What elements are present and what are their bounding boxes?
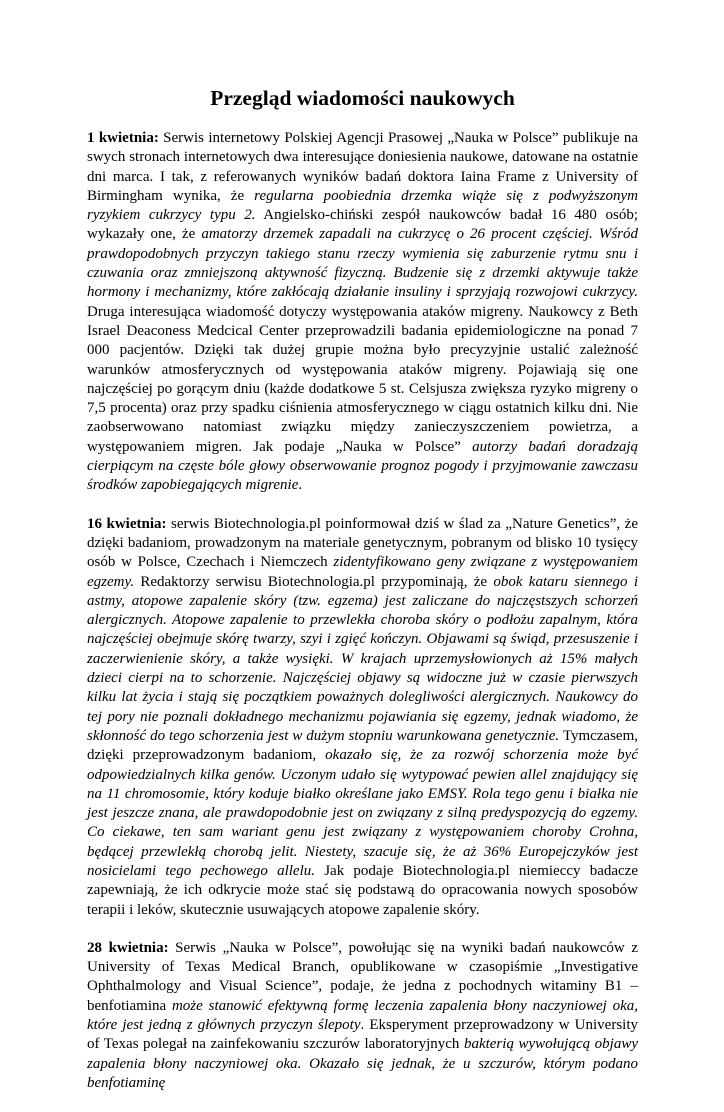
body-text: .: [298, 477, 303, 494]
emphasized-text: może stanowić efektywną formę leczenia zapalenia błony naczyniowej oka, które jest jedną z głównych przyczyn ślepoty: [87, 997, 638, 1034]
body-text: Redaktorzy serwisu Biotechnologia.pl przypominają, że: [134, 573, 494, 590]
news-date: 16 kwietnia:: [87, 515, 167, 532]
body-text: Serwis internetowy Polskiej Agencji Prasowej „Nauka w Polsce” publikuje na swych stronach internetowych dwa interesujące doniesienia naukowe, datowane na ostatnie dni marca. I tak, z referowanych wyników badań doktora Iaina Frame z University of Birmingham wynika, że: [87, 130, 638, 204]
body-text: Tymczasem, dzięki przeprowadzonym badaniom,: [87, 727, 638, 764]
news-paragraph: [87, 939, 638, 1093]
news-date: 28 kwietnia:: [87, 939, 169, 956]
emphasized-text: autorzy badań doradzają cierpiącym na częste bóle głowy obserwowanie prognoz pogody i przyjmowanie zawczasu środków zapobiegających migrenie: [87, 438, 639, 494]
news-sections: [87, 129, 638, 1093]
body-text: . Eksperyment przeprowadzony w University of Texas polegał na zainfekowaniu szczurów laboratoryjnych: [87, 1017, 638, 1053]
emphasized-text: bakterią wywołującą objawy zapalenia błony naczyniowej oka. Okazało się jednak, że u szczurów, którym podano benfotiaminę: [87, 1036, 639, 1091]
news-date: 1 kwietnia:: [87, 130, 159, 146]
news-paragraph: [87, 129, 638, 496]
emphasized-text: regularna poobiednia drzemka wiąże się z podwyższonym ryzykiem cukrzycy typu 2.: [87, 187, 638, 224]
emphasized-text: amatorzy drzemek zapadali na cukrzycę o 26 procent częściej. Wśród prawdopodobnych przyczyn takiego stanu rzeczy wymienia się zaburzenie rytmu snu i czuwania oraz zmniejszoną aktywność fizyczną. Budzenie się z drzemki aktywuje także hormony i mechanizmy, które zakłócają działanie insuliny i sprzyjają rozwojowi cukrzycy.: [87, 226, 638, 301]
emphasized-text: zidentyfikowano geny związane z występowaniem egzemy.: [87, 554, 638, 590]
body-text: Druga interesująca wiadomość dotyczy występowania ataków migreny. Naukowcy z Beth Israel Deaconess Medcical Center przeprowadzili badania epidemiologiczne na ponad 7 000 pacjentów. Dzięki tak dużej grupie można było precyzyjnie ustalić zależność warunków atmosferycznych od występowania ataków migreny. Pojawiają się one najczęściej po gorącym dniu (każde dodatkowe 5 st. Celsjusza zwiększa ryzyko migreny o 7,5 procenta) oraz przy spadku ciśnienia atmosferycznego w ciągu ostatnich kilku dni. Nie zaobserwowano natomiast związku między zanieczyszczeniem powietrza, a występowaniem migren. Jak podaje „Nauka w Polsce”: [87, 303, 638, 455]
body-text: serwis Biotechnologia.pl poinformował dziś w ślad za „Nature Genetics”, że dzięki badaniom, prowadzonym na materiale genetycznym, pobranym od blisko 10 tysięcy osób w Polsce, Czechach i Niemczech: [87, 515, 638, 571]
page-title: Przegląd wiadomości naukowych: [210, 86, 515, 110]
emphasized-text: obok kataru siennego i astmy, atopowe zapalenie skóry (tzw. egzema) jest zaliczane do najczęstszych schorzeń alergicznych. Atopowe zapalenie to przewlekła choroba skóry o podłożu zapalnym, która najczęściej obejmuje skórę twarzy, szyi i zgięć kończyn. Objawami są świąd, przesuszenie i zaczerwienienie skóry, a także wysięki. W krajach uprzemysłowionych aż 15% małych dzieci cierpi na to schorzenie. Najczęściej objawy są widoczne już w czasie pierwszych kilku lat życia i stają się początkiem poważnych dolegliwości alergicznych. Naukowcy do tej pory nie poznali dokładnego mechanizmu pojawiania się egzemy, jednak wiadomo, że skłonność do tego schorzenia jest w dużym stopniu warunkowana genetycznie.: [87, 573, 638, 744]
body-text: Jak podaje Biotechnologia.pl niemieccy badacze zapewniają, że ich odkrycie może stać się podstawą do opracowania nowych sposobów terapii i leków, skutecznie usuwających atopowe zapalenie skóry.: [87, 862, 639, 918]
body-text: Angielsko-chiński zespół naukowców badał 16 480 osób; wykazały one, że: [87, 207, 638, 243]
body-text: Serwis „Nauka w Polsce”, powołując się na wyniki badań naukowców z University of Texas Medical Branch, opublikowane w czasopiśmie „Investigative Ophthalmology and Visual Science”, podaje, że jedna z pochodnych witaminy B1 – benfotiamina: [87, 939, 639, 1014]
document-page: [87, 85, 638, 1112]
news-paragraph: [87, 515, 638, 920]
emphasized-text: okazało się, że za rozwój schorzenia może być odpowiedzialnych kilka genów. Uczonym udało się wytypować pewien allel znajdujący się na 11 chromosomie, który koduje białko określane jako EMSY. Rola tego genu i białka nie jest jeszcze znana, ale prawdopodobnie jest on związany z silną predyspozycją do egzemy. Co ciekawe, ten sam wariant genu jest związany z występowaniem choroby Crohna, będącej przewlekłą chorobą jelit. Niestety, szacuje się, że aż 36% Europejczyków jest nosicielami tego pechowego allelu.: [87, 747, 638, 879]
